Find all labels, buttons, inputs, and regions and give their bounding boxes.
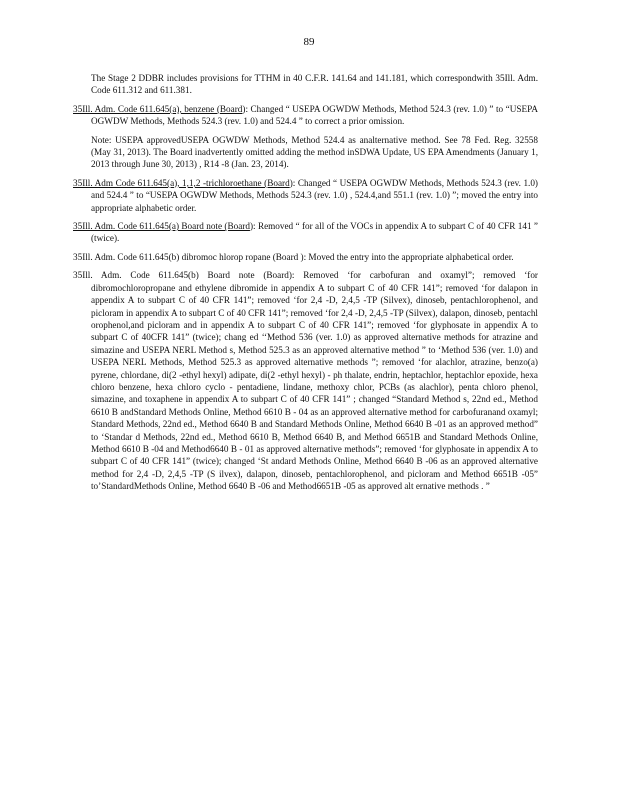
note-paragraph: Note: USEPA approvedUSEPA OGWDW Methods, Method 524.4 as analternative method. See 78 Fed. Reg. 32558 (May 31, 2013). The Board inadvertently omitted adding the method inSDWA Update, US EPA Amendments (January 1, 2013 through June 30, 2013) , R14 -8 (Jan. 23, 2014). <box>91 134 538 170</box>
amendment-text: ): Removed “ for all of the VOCs in appendix A to subpart C of 40 CFR 141 ” (twice). <box>91 221 538 244</box>
page-number: 89 <box>303 36 315 48</box>
amendment-benzene <box>73 103 538 128</box>
amendment-text: ): Changed “ USEPA OGWDW Methods, Method 524.3 (rev. 1.0) ” to “USEPA OGWDW Methods, Methods 524.3 (rev. 1.0) and 524.4 ” to correct a prior omission. <box>91 103 539 127</box>
ddbr-paragraph: The Stage 2 DDBR includes provisions for TTHM in 40 C.F.R. 141.64 and 141.181, which correspondwith 35Ill. Adm. Code 611.312 and 611.381. <box>91 73 538 96</box>
amendment-text: ): Changed “ USEPA OGWDW Methods, Methods 524.3 (rev. 1.0) and 524.4 ” to “USEPA OGWDW Methods, Methods 524.3 (rev. 1.0) , 524.4,and 551.1 (rev. 1.0) ”; moved the entry into appropriate alphabetic order. <box>91 177 538 213</box>
amendment-dibromochloropropane: 35Ill. Adm. Code 611.645(b) dibromoc hlorop ropane (Board ): Moved the entry into the appropriate alphabetical order. <box>73 251 514 262</box>
amendment-board-note-a <box>73 220 538 245</box>
amendment-ref: 35Ill. Adm Code 611.645(a), 1,1,2 -trichloroethane (Board <box>73 177 290 188</box>
document-body <box>73 72 538 499</box>
amendment-ref: 35Ill. Adm. Code 611.645(a), benzene (Board <box>73 103 243 114</box>
amendment-board-note-b: 35Ill. Adm. Code 611.645(b) Board note (Board): Removed ‘for carbofuran and oxamyl”; removed ‘for dibromochloropropane and ethylene dibromide in appendix A to subpart C of 40 CFR 141”; removed ‘for dalapon in appendix A to subpart C of 40 CFR 141”; removed ‘for 2,4 -D, 2,4,5 -TP (Silvex), dinoseb, pentachlorophenol, and picloram in appendix A to subpart C of 40 CFR 141”; removed ‘for 2,4 -D, 2,4,5 -TP (Silvex), dalapon, dinoseb, pentachl orophenol,and picloram and in appendix A to subpart C of 40 CFR 141”; removed ‘for glyphosate in appendix A to subpart C of 40CFR 141” (twice); chang ed ‘‘Method 536 (ver. 1.0) as approved alternative methods for atrazine and simazine and USEPA NERL Method s, Method 525.3 as an approved alternative method ” to ‘Method 536 (ver. 1.0) and USEPA NERL Methods, Method 525.3 as approved alternative methods ”; removed ‘for alachlor, atrazine, benzo(a) pyrene, chlordane, di(2 -ethyl hexyl) adipate, di(2 -ethyl hexyl) - ph thalate, endrin, heptachlor, heptachlor epoxide, hexa chloro benzene, hexa chloro cyclo - pentadiene, lindane, methoxy chlor, PCBs (as alachlor), penta chloro phenol, simazine, and toxaphene in appendix A to subpart C of 40 CFR 141” ; changed “Standard Method s, 22nd ed., Method 6610 B andStandard Methods Online, Method 6610 B - 04 as an approved alternative method for carbofuranand oxamyl; Standard Methods, 22nd ed., Method 6640 B and Standard Methods Online, Method 6640 B -01 as an approved method” to ‘Standar d Methods, 22nd ed., Method 6610 B, Method 6640 B, and Method 6651B and Standard Methods Online, Method 6610 B -04 and Method6640 B - 01 as approved alternative methods”; removed ‘for glyphosate in appendix A to subpart C of 40 CFR 141” (twice); changed ‘St andard Methods Online, Method 6640 B -06 as an approved alternative method for 2,4 -D, 2,4,5 -TP (S ilvex), dalapon, dinoseb, pentachlorophenol, and picloram and Method 6651B -05” to’StandardMethods Online, Method 6640 B -06 and Method6651B -05 as approved alt ernative methods . ” <box>73 270 538 492</box>
amendment-trichloroethane <box>73 177 538 214</box>
amendment-ref: 35Ill. Adm. Code 611.645(a) Board note (Board <box>73 221 250 232</box>
